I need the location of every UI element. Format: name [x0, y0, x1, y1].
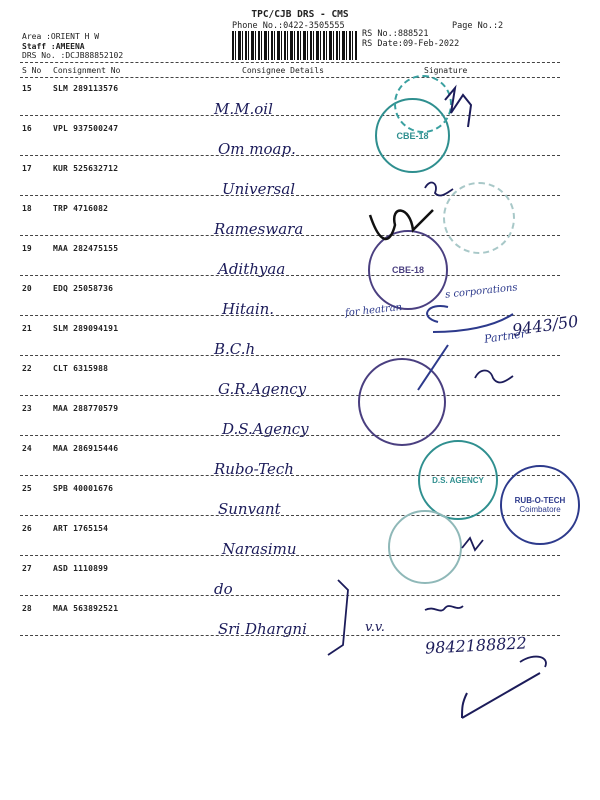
handwritten-note: Partner: [483, 327, 527, 346]
row-consignee-handwritten: Narasimu: [222, 540, 297, 558]
stamp-text: CBE-18: [391, 265, 424, 275]
row-consignment-no: KUR 525632712: [53, 164, 119, 173]
stamp-text: Coimbatore: [519, 505, 561, 514]
row-sno: 24: [22, 444, 32, 453]
row-consignee-handwritten: Sri Dhargni: [218, 620, 307, 638]
col-consignment: Consignment No: [53, 66, 121, 75]
row-sno: 22: [22, 364, 32, 373]
row-consignment-no: CLT 6315988: [53, 364, 109, 373]
row-consignee-handwritten: Universal: [222, 180, 296, 198]
row-consignee-handwritten: do: [214, 580, 233, 598]
stamp-text: CBE-18: [396, 130, 429, 141]
row-consignee-handwritten: Om moap.: [218, 140, 296, 158]
row-sno: 16: [22, 124, 32, 133]
row-consignee-handwritten: Adithyaa: [218, 260, 286, 278]
row-consignee-handwritten: Rubo-Tech: [214, 460, 294, 478]
row-consignee-handwritten: D.S.Agency: [222, 420, 309, 438]
row-consignment-no: SLM 289094191: [53, 324, 119, 333]
row-consignee-handwritten: B.C.h: [214, 340, 256, 358]
doc-title: TPC/CJB DRS - CMS: [251, 9, 349, 20]
row-consignment-no: ASD 1110899: [53, 564, 109, 573]
row-consignment-no: MAA 563892521: [53, 604, 119, 613]
row-sno: 18: [22, 204, 32, 213]
row-sno: 17: [22, 164, 32, 173]
row-sno: 20: [22, 284, 32, 293]
row-consignment-no: TRP 4716082: [53, 204, 109, 213]
phone-number: Phone No.:0422-3505555: [232, 21, 345, 31]
row-consignment-no: EDQ 25058736: [53, 284, 114, 293]
col-signature: Signature: [424, 66, 468, 75]
row-sno: 25: [22, 484, 32, 493]
stamp-text: RUB-O-TECH: [514, 496, 566, 505]
handwritten-note: 9842188822: [424, 633, 528, 658]
row-sno: 19: [22, 244, 32, 253]
rs-date: RS Date:09-Feb-2022: [362, 38, 460, 49]
stamp-text: D.S. AGENCY: [432, 475, 484, 485]
row-sno: 27: [22, 564, 32, 573]
rs-number: RS No.:888521: [362, 29, 429, 39]
row-sno: 26: [22, 524, 32, 533]
row-consignment-no: VPL 937500247: [53, 124, 119, 133]
drs-number: DRS No. :DCJB88852102: [22, 51, 124, 60]
row-consignee-handwritten: G.R.Agency: [218, 380, 307, 398]
row-consignment-no: MAA 282475155: [53, 244, 119, 253]
row-consignment-no: MAA 286915446: [53, 444, 119, 453]
row-consignee-handwritten: Rameswara: [214, 220, 304, 238]
page-number: Page No.:2: [452, 21, 504, 31]
row-consignee-handwritten: Hitain.: [222, 300, 275, 318]
row-consignment-no: SPB 40001676: [53, 484, 114, 493]
handwritten-note: 9443/50: [511, 311, 580, 340]
col-consignee: Consignee Details: [242, 66, 324, 75]
handwritten-note: s corporations: [444, 282, 519, 301]
row-sno: 21: [22, 324, 32, 333]
row-sno: 23: [22, 404, 32, 413]
area-label: Area :ORIENT H W: [22, 32, 100, 41]
row-consignment-no: ART 1765154: [53, 524, 109, 533]
col-sno: S No: [22, 66, 42, 75]
row-consignment-no: MAA 288770579: [53, 404, 119, 413]
row-sno: 15: [22, 84, 32, 93]
row-consignment-no: SLM 289113576: [53, 84, 119, 93]
row-consignee-handwritten: M.M.oil: [214, 100, 273, 118]
handwritten-note: for heatran: [344, 302, 403, 319]
handwritten-note: v.v.: [365, 620, 385, 635]
row-consignee-handwritten: Sunvant: [218, 500, 281, 518]
row-sno: 28: [22, 604, 32, 613]
staff-label: Staff :AMEENA: [22, 41, 85, 51]
